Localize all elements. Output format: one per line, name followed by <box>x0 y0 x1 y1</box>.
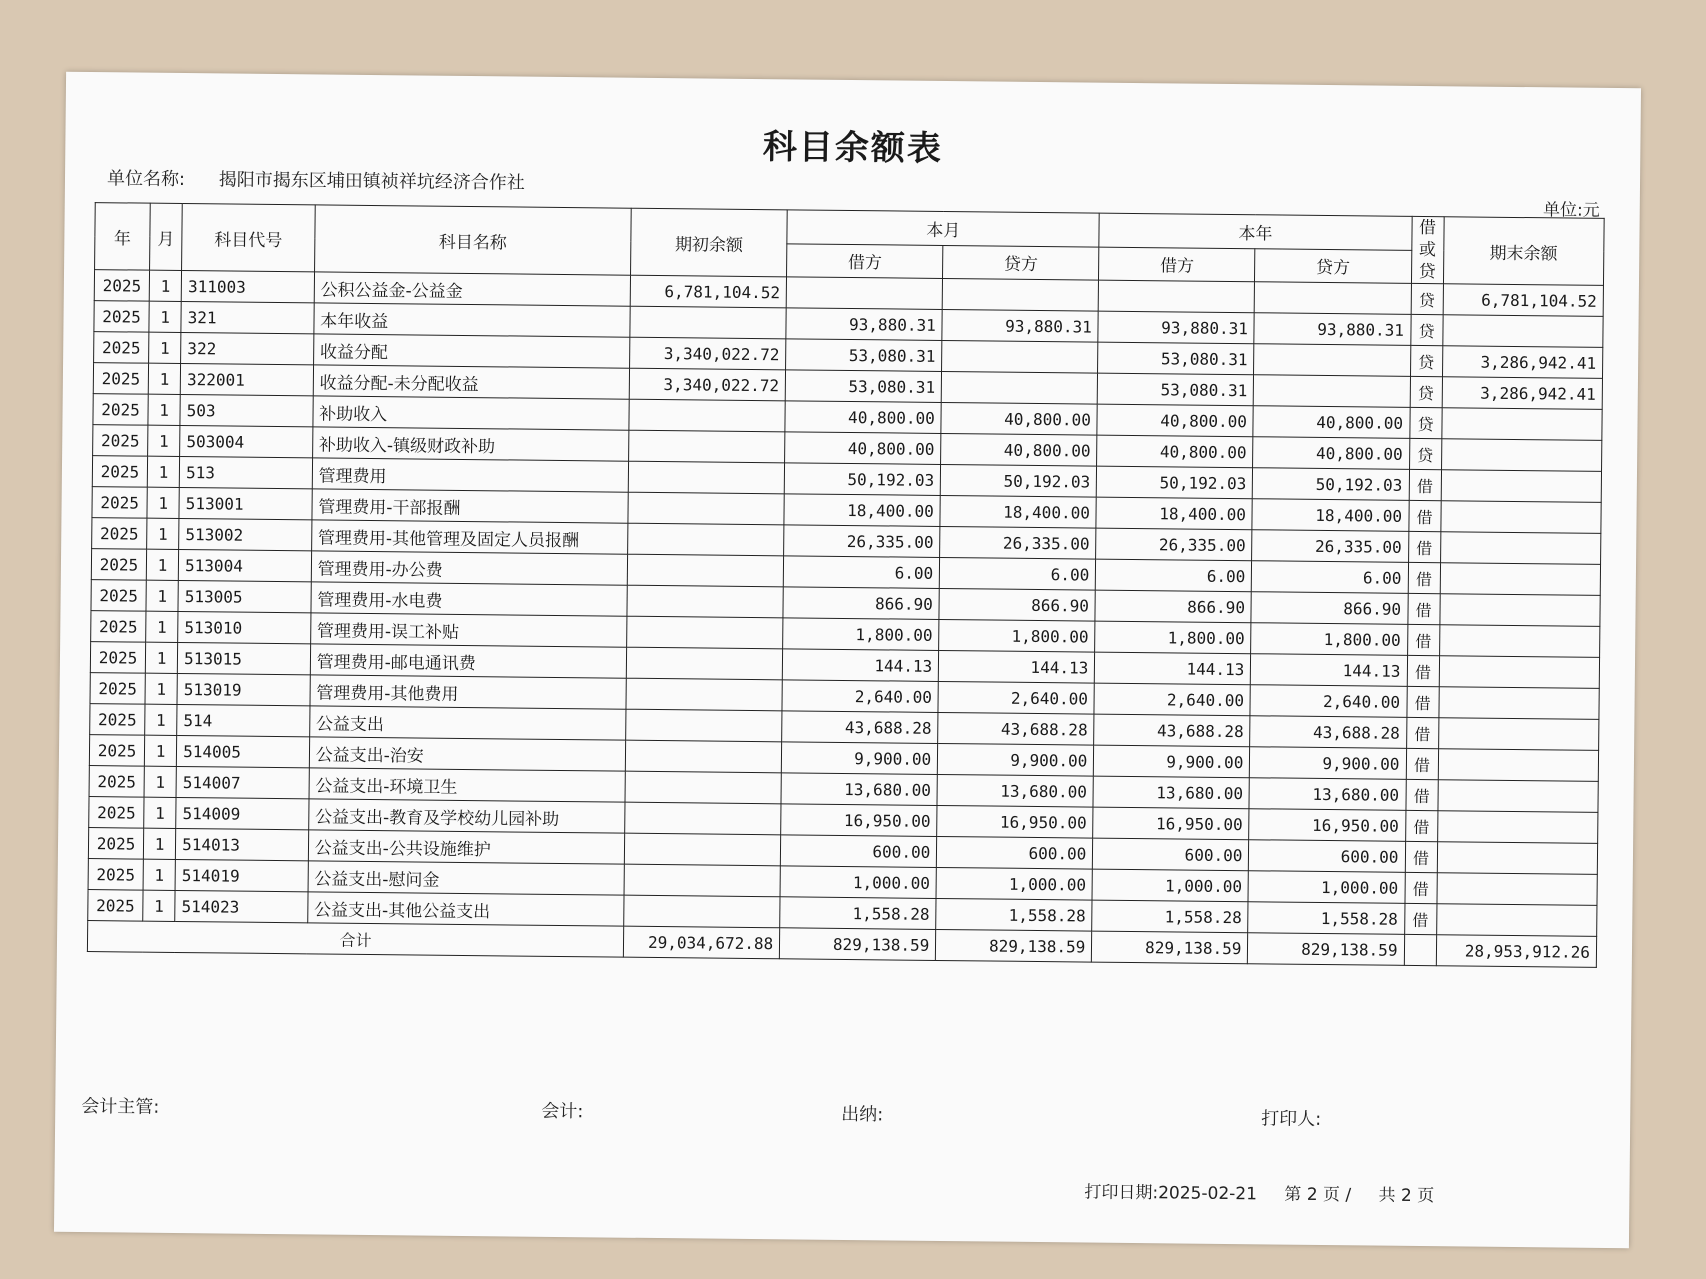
cell-name: 公益支出 <box>309 706 626 740</box>
cell-name: 公益支出-环境卫生 <box>309 768 626 802</box>
page-number: 第 2 页 / <box>1284 1184 1352 1206</box>
cell-y-debit: 600.00 <box>1093 838 1249 871</box>
cell-closing <box>1438 718 1599 751</box>
cell-name: 公益支出-公共设施维护 <box>308 830 625 864</box>
cell-month: 1 <box>143 828 175 859</box>
cell-m-credit: 1,800.00 <box>939 619 1095 652</box>
cell-month: 1 <box>146 611 178 642</box>
cell-y-credit: 40,800.00 <box>1253 437 1409 470</box>
signature-row <box>81 1092 1591 1130</box>
cell-y-credit: 13,680.00 <box>1249 778 1405 811</box>
cell-code: 503004 <box>180 425 313 457</box>
cashier-signature: 出纳: <box>841 1103 884 1126</box>
cell-year: 2025 <box>91 549 146 581</box>
cell-year: 2025 <box>93 425 148 457</box>
header-this-month: 本月 <box>787 210 1099 247</box>
cell-month: 1 <box>147 518 179 549</box>
cell-closing <box>1438 749 1599 782</box>
totals-opening: 29,034,672.88 <box>624 926 780 959</box>
cell-y-credit: 40,800.00 <box>1253 406 1409 439</box>
cell-dir: 借 <box>1406 717 1438 748</box>
cell-y-credit: 1,558.28 <box>1248 902 1404 935</box>
cell-opening <box>626 678 782 711</box>
cell-y-credit: 144.13 <box>1251 654 1407 687</box>
cell-closing <box>1439 594 1600 627</box>
cell-y-credit: 18,400.00 <box>1252 499 1408 532</box>
cell-m-debit: 9,900.00 <box>782 742 938 775</box>
cell-code: 513019 <box>177 673 310 705</box>
cell-opening <box>625 771 781 804</box>
cell-month: 1 <box>149 301 181 332</box>
cell-m-credit: 43,688.28 <box>938 712 1094 745</box>
totals-month-credit: 829,138.59 <box>936 929 1092 962</box>
cell-closing: 3,286,942.41 <box>1442 346 1603 379</box>
cell-year: 2025 <box>89 766 144 798</box>
header-year: 年 <box>95 203 151 271</box>
cell-y-credit <box>1254 344 1410 377</box>
cell-opening <box>628 461 784 494</box>
cell-month: 1 <box>149 270 181 301</box>
cell-month: 1 <box>145 704 177 735</box>
cell-dir: 借 <box>1408 500 1440 531</box>
cell-m-credit: 2,640.00 <box>938 681 1094 714</box>
cell-y-credit: 93,880.31 <box>1254 313 1410 346</box>
cell-year: 2025 <box>89 735 144 767</box>
cell-year: 2025 <box>93 363 148 395</box>
cell-m-debit: 26,335.00 <box>784 525 940 558</box>
cell-y-debit: 1,558.28 <box>1092 900 1248 933</box>
cell-m-credit: 13,680.00 <box>937 774 1093 807</box>
cell-m-credit <box>941 371 1097 404</box>
cell-month: 1 <box>148 363 180 394</box>
cell-year: 2025 <box>90 642 145 674</box>
cell-month: 1 <box>143 890 175 921</box>
cell-code: 513010 <box>178 611 311 643</box>
cell-dir: 借 <box>1406 748 1438 779</box>
cell-name: 补助收入 <box>313 396 630 430</box>
cell-code: 322 <box>181 333 314 365</box>
cell-name: 本年收益 <box>314 303 631 337</box>
cell-name: 补助收入-镇级财政补助 <box>312 427 629 461</box>
cell-name: 管理费用 <box>312 458 629 492</box>
cell-y-credit: 2,640.00 <box>1250 685 1406 718</box>
cell-opening <box>625 802 781 835</box>
header-month: 月 <box>150 203 183 270</box>
cell-m-credit: 18,400.00 <box>940 495 1096 528</box>
cell-dir: 贷 <box>1410 314 1442 345</box>
cell-closing <box>1441 470 1602 503</box>
cell-y-debit: 50,192.03 <box>1097 466 1253 499</box>
cell-code: 513002 <box>179 518 312 550</box>
cell-y-debit: 43,688.28 <box>1094 714 1250 747</box>
cell-dir: 贷 <box>1409 438 1441 469</box>
cell-year: 2025 <box>91 611 146 643</box>
cell-dir: 借 <box>1404 903 1436 934</box>
cell-name: 管理费用-办公费 <box>311 551 628 585</box>
cell-opening <box>627 585 783 618</box>
cell-opening <box>626 709 782 742</box>
cell-year: 2025 <box>90 704 145 736</box>
header-year-debit: 借方 <box>1099 247 1255 282</box>
cell-m-credit <box>942 340 1098 373</box>
cell-closing <box>1439 656 1600 689</box>
supervisor-signature: 会计主管: <box>81 1096 160 1118</box>
cell-y-debit: 866.90 <box>1095 590 1251 623</box>
cell-m-credit: 26,335.00 <box>940 526 1096 559</box>
cell-year: 2025 <box>91 580 146 612</box>
cell-dir: 借 <box>1408 531 1440 562</box>
cell-name: 公益支出-慰问金 <box>308 861 625 895</box>
cell-y-debit: 6.00 <box>1096 559 1252 592</box>
cell-name: 公益支出-治安 <box>309 737 626 771</box>
cell-code: 514023 <box>175 890 308 922</box>
cell-month: 1 <box>144 766 176 797</box>
cell-m-debit <box>786 277 942 310</box>
unit-name-value: 揭阳市揭东区埔田镇祯祥坑经济合作社 <box>218 169 525 194</box>
cell-closing <box>1437 811 1598 844</box>
unit-name-label: 单位名称: <box>106 168 186 191</box>
header-closing: 期末余额 <box>1443 217 1604 286</box>
cell-closing <box>1441 439 1602 472</box>
cell-name: 管理费用-其他管理及固定人员报酬 <box>311 520 628 554</box>
cell-opening: 6,781,104.52 <box>630 275 786 308</box>
cell-y-debit: 53,080.31 <box>1098 342 1254 375</box>
cell-y-credit: 600.00 <box>1249 840 1405 873</box>
cell-y-debit: 93,880.31 <box>1098 311 1254 344</box>
cell-opening <box>624 895 780 928</box>
cell-name: 公积公益金-公益金 <box>314 272 631 306</box>
cell-dir: 借 <box>1406 686 1438 717</box>
cell-name: 收益分配 <box>313 334 630 368</box>
cell-m-debit: 53,080.31 <box>785 370 941 403</box>
cell-closing <box>1438 780 1599 813</box>
cell-y-debit: 9,900.00 <box>1094 745 1250 778</box>
cell-m-debit: 13,680.00 <box>781 773 937 806</box>
cell-y-debit: 40,800.00 <box>1097 435 1253 468</box>
cell-y-debit <box>1099 280 1255 313</box>
totals-year-debit: 829,138.59 <box>1092 931 1248 964</box>
cell-m-credit: 1,558.28 <box>936 898 1092 931</box>
cell-y-credit: 1,000.00 <box>1248 871 1404 904</box>
cell-code: 513015 <box>177 642 310 674</box>
header-this-year: 本年 <box>1099 213 1411 250</box>
cell-y-credit: 9,900.00 <box>1250 747 1406 780</box>
cell-name: 管理费用-邮电通讯费 <box>310 644 627 678</box>
cell-y-debit: 53,080.31 <box>1098 373 1254 406</box>
cell-code: 513 <box>179 456 312 488</box>
cell-code: 514007 <box>176 766 309 798</box>
unit-name-row <box>107 164 525 194</box>
cell-closing <box>1436 904 1597 937</box>
accountant-signature: 会计: <box>541 1100 584 1123</box>
cell-m-credit: 144.13 <box>939 650 1095 683</box>
cell-m-credit: 40,800.00 <box>941 402 1097 435</box>
header-year-credit: 贷方 <box>1255 248 1411 283</box>
cell-m-debit: 53,080.31 <box>786 339 942 372</box>
cell-month: 1 <box>147 487 179 518</box>
printer-signature: 打印人: <box>1261 1108 1322 1130</box>
cell-dir: 借 <box>1405 779 1437 810</box>
cell-opening <box>624 833 780 866</box>
cell-code: 321 <box>181 302 314 334</box>
cell-month: 1 <box>146 580 178 611</box>
cell-y-debit: 1,800.00 <box>1095 621 1251 654</box>
cell-y-credit: 43,688.28 <box>1250 716 1406 749</box>
header-month-debit: 借方 <box>787 243 943 278</box>
cell-code: 514005 <box>176 735 309 767</box>
cell-opening: 3,340,022.72 <box>629 368 785 401</box>
totals-month-debit: 829,138.59 <box>780 928 936 961</box>
totals-direction <box>1404 934 1436 965</box>
cell-opening <box>627 554 783 587</box>
header-month-credit: 贷方 <box>943 245 1099 280</box>
cell-year: 2025 <box>94 270 149 302</box>
cell-year: 2025 <box>88 828 143 860</box>
cell-y-credit: 50,192.03 <box>1253 468 1409 501</box>
cell-m-debit: 16,950.00 <box>781 804 937 837</box>
cell-y-credit: 866.90 <box>1251 592 1407 625</box>
cell-y-debit: 40,800.00 <box>1097 404 1253 437</box>
cell-opening: 3,340,022.72 <box>630 337 786 370</box>
cell-m-credit: 1,000.00 <box>936 867 1092 900</box>
cell-dir: 贷 <box>1411 283 1443 314</box>
cell-dir: 借 <box>1407 593 1439 624</box>
print-footer <box>1084 1178 1456 1207</box>
cell-name: 公益支出-教育及学校幼儿园补助 <box>308 799 625 833</box>
balance-table <box>87 202 1605 968</box>
cell-dir: 贷 <box>1409 407 1441 438</box>
currency-unit: 单位:元 <box>1542 200 1600 221</box>
cell-m-credit: 600.00 <box>937 836 1093 869</box>
paper-sheet <box>54 72 1641 1248</box>
cell-y-credit <box>1254 375 1410 408</box>
cell-name: 公益支出-其他公益支出 <box>307 892 624 926</box>
cell-month: 1 <box>145 673 177 704</box>
cell-m-debit: 1,800.00 <box>783 618 939 651</box>
cell-year: 2025 <box>92 487 147 519</box>
cell-closing <box>1441 408 1602 441</box>
cell-opening <box>629 399 785 432</box>
cell-code: 513001 <box>179 487 312 519</box>
cell-code: 514019 <box>175 859 308 891</box>
cell-m-credit: 6.00 <box>940 557 1096 590</box>
cell-m-credit: 93,880.31 <box>942 309 1098 342</box>
cell-year: 2025 <box>88 890 143 922</box>
cell-m-debit: 600.00 <box>781 835 937 868</box>
report-title: 科目余额表 <box>762 127 944 169</box>
cell-y-credit: 26,335.00 <box>1252 530 1408 563</box>
cell-m-credit: 50,192.03 <box>941 464 1097 497</box>
cell-m-debit: 2,640.00 <box>782 680 938 713</box>
cell-month: 1 <box>144 735 176 766</box>
cell-year: 2025 <box>93 394 148 426</box>
cell-dir: 贷 <box>1410 345 1442 376</box>
cell-m-debit: 866.90 <box>783 587 939 620</box>
cell-month: 1 <box>148 425 180 456</box>
cell-y-debit: 2,640.00 <box>1094 683 1250 716</box>
totals-closing: 28,953,912.26 <box>1436 935 1597 968</box>
cell-year: 2025 <box>94 332 149 364</box>
cell-m-debit: 1,558.28 <box>780 897 936 930</box>
cell-name: 管理费用-水电费 <box>311 582 628 616</box>
cell-m-debit: 50,192.03 <box>784 463 940 496</box>
cell-name: 管理费用-其他费用 <box>310 675 627 709</box>
cell-closing: 6,781,104.52 <box>1443 284 1604 317</box>
cell-year: 2025 <box>92 518 147 550</box>
total-pages: 共 2 页 <box>1378 1185 1435 1207</box>
cell-y-debit: 18,400.00 <box>1096 497 1252 530</box>
cell-closing <box>1439 687 1600 720</box>
header-opening: 期初余额 <box>631 208 788 277</box>
cell-month: 1 <box>145 642 177 673</box>
cell-closing <box>1440 532 1601 565</box>
cell-code: 514 <box>177 704 310 736</box>
cell-month: 1 <box>146 549 178 580</box>
cell-m-credit: 9,900.00 <box>938 743 1094 776</box>
cell-m-credit: 40,800.00 <box>941 433 1097 466</box>
cell-y-debit: 13,680.00 <box>1093 776 1249 809</box>
cell-opening <box>625 740 781 773</box>
cell-m-credit <box>942 278 1098 311</box>
cell-closing <box>1437 842 1598 875</box>
cell-y-credit: 6.00 <box>1252 561 1408 594</box>
cell-opening <box>628 523 784 556</box>
totals-year-credit: 829,138.59 <box>1248 933 1404 966</box>
cell-dir: 借 <box>1405 810 1437 841</box>
cell-dir: 借 <box>1408 562 1440 593</box>
cell-dir: 借 <box>1405 841 1437 872</box>
cell-name: 管理费用-误工补贴 <box>310 613 627 647</box>
header-direction: 借或贷 <box>1411 216 1444 283</box>
cell-code: 503 <box>180 394 313 426</box>
header-code: 科目代号 <box>182 204 315 272</box>
cell-closing <box>1440 563 1601 596</box>
cell-y-debit: 16,950.00 <box>1093 807 1249 840</box>
cell-opening <box>629 430 785 463</box>
cell-month: 1 <box>148 394 180 425</box>
cell-name: 收益分配-未分配收益 <box>313 365 630 399</box>
cell-dir: 贷 <box>1410 376 1442 407</box>
cell-dir: 借 <box>1404 872 1436 903</box>
header-name: 科目名称 <box>314 205 631 275</box>
cell-closing <box>1437 873 1598 906</box>
cell-m-debit: 43,688.28 <box>782 711 938 744</box>
cell-closing <box>1442 315 1603 348</box>
cell-name: 管理费用-干部报酬 <box>312 489 629 523</box>
cell-dir: 借 <box>1407 624 1439 655</box>
cell-code: 514009 <box>176 797 309 829</box>
cell-year: 2025 <box>88 859 143 891</box>
cell-m-debit: 93,880.31 <box>786 308 942 341</box>
cell-closing <box>1440 501 1601 534</box>
cell-opening <box>626 647 782 680</box>
cell-y-credit: 1,800.00 <box>1251 623 1407 656</box>
cell-code: 322001 <box>180 364 313 396</box>
cell-year: 2025 <box>89 797 144 829</box>
cell-month: 1 <box>144 797 176 828</box>
cell-m-debit: 18,400.00 <box>784 494 940 527</box>
cell-year: 2025 <box>94 301 149 333</box>
cell-opening <box>630 306 786 339</box>
cell-code: 311003 <box>181 271 314 303</box>
cell-m-debit: 1,000.00 <box>780 866 936 899</box>
print-date: 打印日期:2025-02-21 <box>1084 1182 1258 1205</box>
cell-m-debit: 40,800.00 <box>785 401 941 434</box>
cell-year: 2025 <box>90 673 145 705</box>
cell-year: 2025 <box>92 456 147 488</box>
cell-m-credit: 866.90 <box>939 588 1095 621</box>
totals-label: 合计 <box>87 921 623 958</box>
cell-dir: 借 <box>1407 655 1439 686</box>
table-body <box>88 270 1604 937</box>
cell-m-credit: 16,950.00 <box>937 805 1093 838</box>
cell-month: 1 <box>147 456 179 487</box>
cell-opening <box>628 492 784 525</box>
cell-y-credit <box>1255 282 1411 315</box>
cell-y-debit: 26,335.00 <box>1096 528 1252 561</box>
cell-y-debit: 1,000.00 <box>1092 869 1248 902</box>
cell-code: 514013 <box>176 828 309 860</box>
cell-closing <box>1439 625 1600 658</box>
cell-y-debit: 144.13 <box>1095 652 1251 685</box>
cell-code: 513004 <box>178 549 311 581</box>
cell-m-debit: 6.00 <box>783 556 939 589</box>
cell-month: 1 <box>143 859 175 890</box>
cell-opening <box>624 864 780 897</box>
cell-code: 513005 <box>178 580 311 612</box>
cell-month: 1 <box>149 332 181 363</box>
cell-y-credit: 16,950.00 <box>1249 809 1405 842</box>
cell-m-debit: 144.13 <box>782 649 938 682</box>
cell-opening <box>627 616 783 649</box>
cell-closing: 3,286,942.41 <box>1442 377 1603 410</box>
cell-dir: 借 <box>1409 469 1441 500</box>
cell-m-debit: 40,800.00 <box>785 432 941 465</box>
